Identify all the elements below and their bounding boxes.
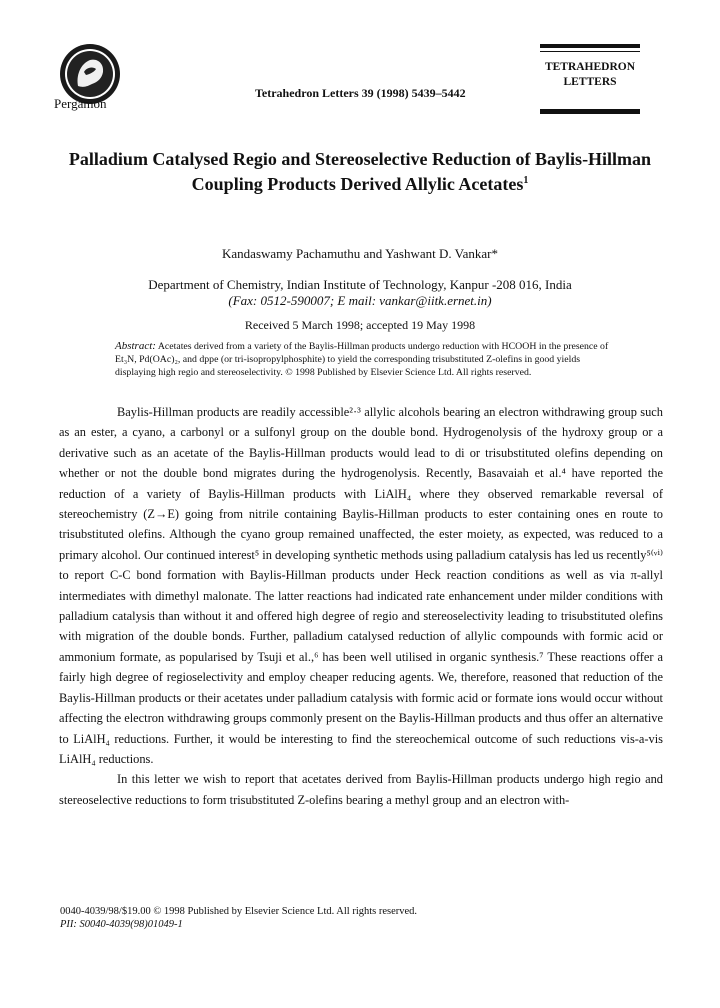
article-title bbox=[60, 148, 660, 195]
title-line-2 bbox=[60, 170, 660, 195]
footer-copyright: 0040-4039/98/$19.00 © 1998 Published by Elsevier Science Ltd. All rights reserved. bbox=[60, 906, 418, 917]
affiliation-block bbox=[60, 277, 660, 309]
header-rule-bottom bbox=[540, 106, 640, 114]
abstract-text: Acetates derived from a variety of the Baylis-Hillman products undergo reduction with HCOOH in the presence of Et₃N, Pd(OAc)₂, and dppe (or tri-isopropylphosphite) to yield the corresponding trisubstituted Z-olefins in good yields displaying high regio and stereoselectivity. © 1998 Published by Elsevier Science Ltd. All rights reserved. bbox=[115, 341, 609, 378]
header-rule-top bbox=[540, 44, 640, 52]
title-footnote-mark: 1 bbox=[523, 175, 529, 186]
received-dates: Received 5 March 1998; accepted 19 May 1998 bbox=[244, 318, 476, 332]
journal-name bbox=[540, 60, 640, 90]
body-paragraph-2: In this letter we wish to report that acetates derived from Baylis-Hillman products undergo high regio and stereoselective reductions to form trisubstituted Z-olefins bearing a methyl group and an electron with- bbox=[59, 772, 663, 807]
contact-info: (Fax: 0512-590007; E mail: vankar@iitk.ernet.in) bbox=[228, 293, 492, 308]
body-paragraph-1: Baylis-Hillman products are readily accessible²·³ allylic alcohols bearing an electron withdrawing group such as an ester, a cyano, a carbonyl or a sulfonyl group on the double bond. Hydrogenolysis of the hydroxy group or a derivative such as an acetate of the Baylis-Hillman products would lead to di or trisubstituted olefins depending on whether or not the double bond migrates during the hydrogenolysis. Recently, Basavaiah et al.⁴ have reported the reduction of a variety of Baylis-Hillman products with LiAlH₄ where they observed remarkable reversal of stereochemistry (Z→E) going from nitrile containing Baylis-Hillman products to ester containing ones en route to trisubstituted olefins. Although the cyano group remained unaffected, the ester moiety, as expected, was reduced to a primary alcohol. Our continued interest⁵ in developing synthetic methods using palladium catalysis has led us recently⁵⁽ᵛⁱ⁾ to report C-C bond formation with Baylis-Hillman products under Heck reaction conditions as well as via π-allyl intermediates with dimethyl malonate. The latter reactions had indicated rate enhancement under milder conditions with palladium catalysis than without it and offered high degree of regio and stereoselectivity leading to trisubstituted olefins with migration of the double bonds. Further, palladium catalysed reduction of allylic compounds with formic acid or ammonium formate, as popularised by Tsuji et al.,⁶ has been well utilised in organic synthesis.⁷ These reactions offer a fairly high degree of regioselectivity and employ cheaper reducing agents. We, therefore, reasoned that reduction of the Baylis-Hillman products or their acetates under palladium catalysis with formic acid or formate ions would occur without affecting the electron withdrawing groups commonly present on the Baylis-Hillman products and thus offer an alternative to LiAlH₄ reductions. Further, it would be interesting to find the stereochemical outcome of such reductions vis-a-vis LiAlH₄ reductions. bbox=[59, 405, 663, 766]
publisher-name: Pergamon bbox=[54, 96, 107, 111]
footer bbox=[60, 905, 560, 931]
journal-citation: Tetrahedron Letters 39 (1998) 5439–5442 bbox=[255, 86, 466, 100]
affiliation: Department of Chemistry, Indian Institute of Technology, Kanpur -208 016, India bbox=[148, 277, 572, 292]
abstract bbox=[115, 340, 611, 379]
abstract-label: Abstract: bbox=[115, 340, 156, 352]
title-line-2-text: Coupling Products Derived Allylic Acetates bbox=[191, 174, 524, 194]
footer-pii: PII: S0040-4039(98)01049-1 bbox=[60, 919, 183, 930]
body-text bbox=[59, 402, 663, 810]
authors: Kandaswamy Pachamuthu and Yashwant D. Vankar* bbox=[222, 246, 498, 261]
journal-name-line2: LETTERS bbox=[563, 76, 617, 88]
journal-name-line1: TETRAHEDRON bbox=[544, 61, 636, 73]
title-line-1: Palladium Catalysed Regio and Stereoselective Reduction of Baylis-Hillman bbox=[68, 149, 652, 169]
